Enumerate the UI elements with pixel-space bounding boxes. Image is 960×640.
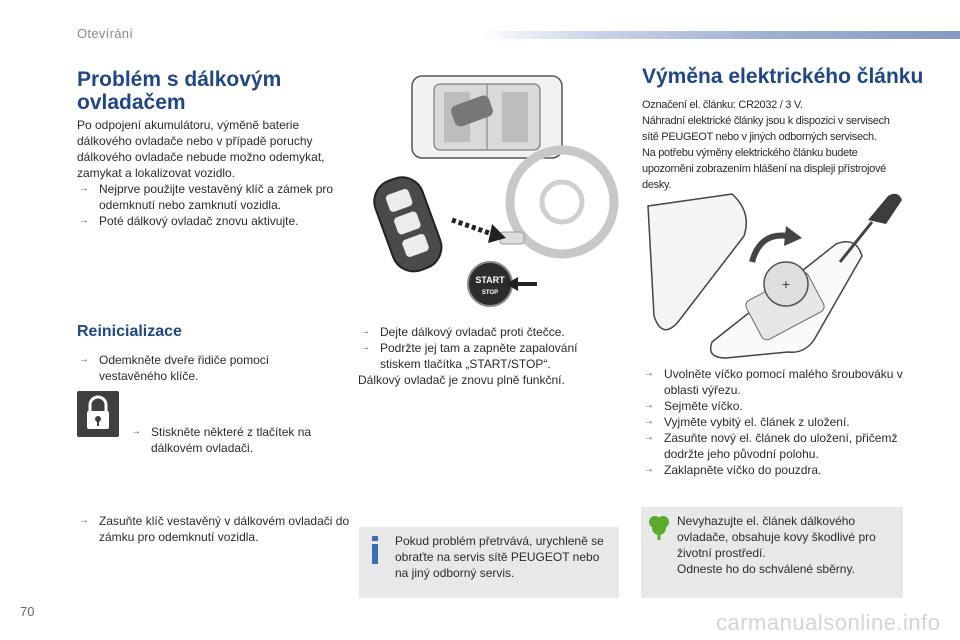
battery-step-5: → Zaklapněte víčko do pouzdra. — [642, 462, 904, 478]
watermark: carmanualsonline.info — [716, 610, 941, 635]
remote-problem-bullet-1: → Nejprve použijte vestavěný klíč a zámek pro odemknutí nebo zamknutí vozidla. — [77, 181, 339, 213]
battery-type: Označení el. článku: CR2032 / 3 V. — [642, 99, 803, 111]
eco-box — [641, 507, 903, 598]
reader-bullet-1: → Dejte dálkový ovladač proti čtečce. — [358, 324, 618, 340]
battery-info — [642, 97, 908, 193]
battery-step-2: → Sejměte víčko. — [642, 398, 904, 414]
arrow-to-reader-icon — [452, 220, 506, 243]
reader-conclusion: Dálkový ovladač je znovu plně funkční. — [358, 373, 565, 387]
eco-disposal: Odneste ho do schválené sběrny. — [677, 562, 855, 576]
reinit-bullet-3: → Zasuňte klíč vestavěný v dálkovém ovladači do zámku pro odemknutí vozidla. — [77, 513, 364, 545]
section-label: Otevírání — [77, 26, 134, 41]
fob-cover-icon — [648, 194, 746, 330]
remote-problem-bullet-2: → Poté dálkový ovladač znovu aktivujte. — [77, 213, 339, 229]
remote-problem-text — [77, 117, 339, 229]
reinit-title: Reinicializace — [77, 323, 182, 340]
reinit-bullet-2: → Stiskněte některé z tlačítek na dálkovém ovladači. — [129, 424, 351, 456]
remote-problem-paragraph: Po odpojení akumulátoru, výměně baterie dálkového ovladače nebo v případě poruchy dálkového ovladače nebude možno odemykat, zamykat a lokalizovat vozidlo. — [77, 118, 325, 180]
tree-icon — [646, 513, 672, 541]
reader-bullet-2: → Podržte jej tam a zapněte zapalování stiskem tlačítka „START/STOP“. — [358, 340, 618, 372]
header-rule — [478, 31, 960, 39]
start-label: START — [475, 275, 505, 285]
page-number: 70 — [20, 604, 35, 619]
battery-step-3: → Vyjměte vybitý el. článek z uložení. — [642, 414, 904, 430]
key-reader-illustration — [352, 62, 622, 312]
info-icon — [371, 536, 377, 564]
reader-steps — [358, 324, 618, 388]
battery-steps — [642, 366, 904, 478]
battery-spares: Náhradní elektrické články jsou k dispozici v servisech sítě PEUGEOT nebo v jiných odborných servisech. — [642, 115, 890, 143]
info-box — [359, 527, 619, 598]
battery-step-1: → Uvolněte víčko pomocí malého šroubováku v oblasti výřezu. — [642, 366, 904, 398]
battery-title: Výměna elektrického článku — [642, 65, 924, 88]
coin-battery-icon — [764, 262, 808, 306]
stop-label: STOP — [481, 290, 499, 296]
battery-replacement-illustration — [640, 192, 912, 360]
info-text: Pokud problém přetrvává, urychleně se obraťte na servis sítě PEUGEOT nebo na jiný odborný servis. — [395, 534, 604, 580]
battery-step-4: → Zasuňte nový el. článek do uložení, přičemž dodržte jeho původní polohu. — [642, 430, 904, 462]
eco-warning: Nevyhazujte el. článek dálkového ovladače, obsahuje kovy škodlivé pro životní prostředí. — [677, 514, 876, 560]
car-top-view-icon — [412, 76, 562, 158]
steering-wheel-icon — [500, 150, 614, 254]
screwdriver-icon — [840, 194, 902, 262]
curved-arrow-icon — [752, 226, 802, 262]
lock-button-icon — [77, 391, 119, 437]
battery-warning: Na potřebu výměny elektrického článku budete upozorněni zobrazením hlášení na displeji přístrojové desky. — [642, 147, 886, 191]
start-stop-button-icon — [468, 262, 537, 306]
svg-text:+: + — [781, 276, 791, 292]
remote-problem-title: Problém s dálkovým ovladačem — [77, 68, 282, 114]
eco-text — [677, 513, 895, 577]
key-fob-icon — [368, 171, 447, 277]
reinit-bullet-1: → Odemkněte dveře řidiče pomocí vestavěného klíče. — [77, 352, 329, 384]
